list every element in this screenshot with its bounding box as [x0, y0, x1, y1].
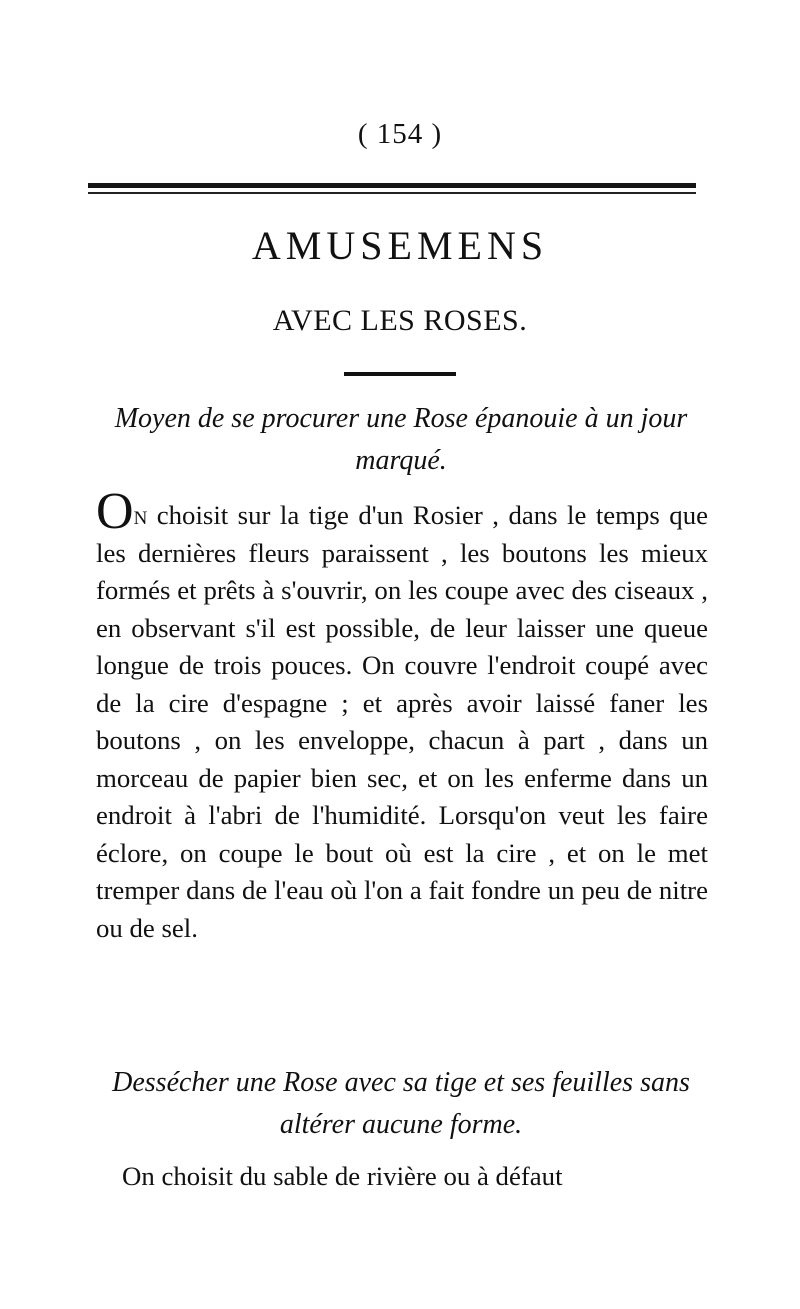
drop-cap-rest: n	[133, 500, 148, 530]
section-1-body: choisit sur la tige d'un Rosier , dans le temps que les dernières fleurs paraissent , les boutons les mieux formés et prêts à s'ouvrir, on les coupe avec des ciseaux , en observant s'il est possible, de leur laisser une queue longue de trois pouces. On couvre l'endroit coupé avec de la cire d'espagne ; et après avoir laissé faner les boutons , on les enveloppe, chacun à part , dans un morceau de papier bien sec, et on les enferme dans un endroit à l'abri de l'humidité. Lorsqu'on veut les faire éclore, on coupe le bout où est la cire , et on le met tremper dans de l'eau où l'on a fait fondre un peu de nitre ou de sel.	[96, 500, 708, 943]
drop-cap: O	[96, 483, 134, 540]
chapter-title: AMUSEMENS	[251, 223, 549, 268]
header-rule-thick	[88, 183, 696, 188]
header-double-rule	[88, 183, 696, 195]
section-heading-1: Moyen de se procurer une Rose épanouie à un jour marqué.	[114, 403, 688, 476]
title-divider	[344, 372, 456, 376]
section-1-paragraph	[96, 483, 708, 947]
page-number: ( 154 )	[357, 118, 443, 150]
section-2-paragraph: On choisit du sable de rivière ou à défaut	[122, 1161, 563, 1191]
section-heading-2: Dessécher une Rose avec sa tige et ses feuilles sans altérer aucune forme.	[112, 1067, 690, 1140]
chapter-subtitle: AVEC LES ROSES.	[272, 304, 528, 337]
header-rule-thin	[88, 192, 696, 194]
